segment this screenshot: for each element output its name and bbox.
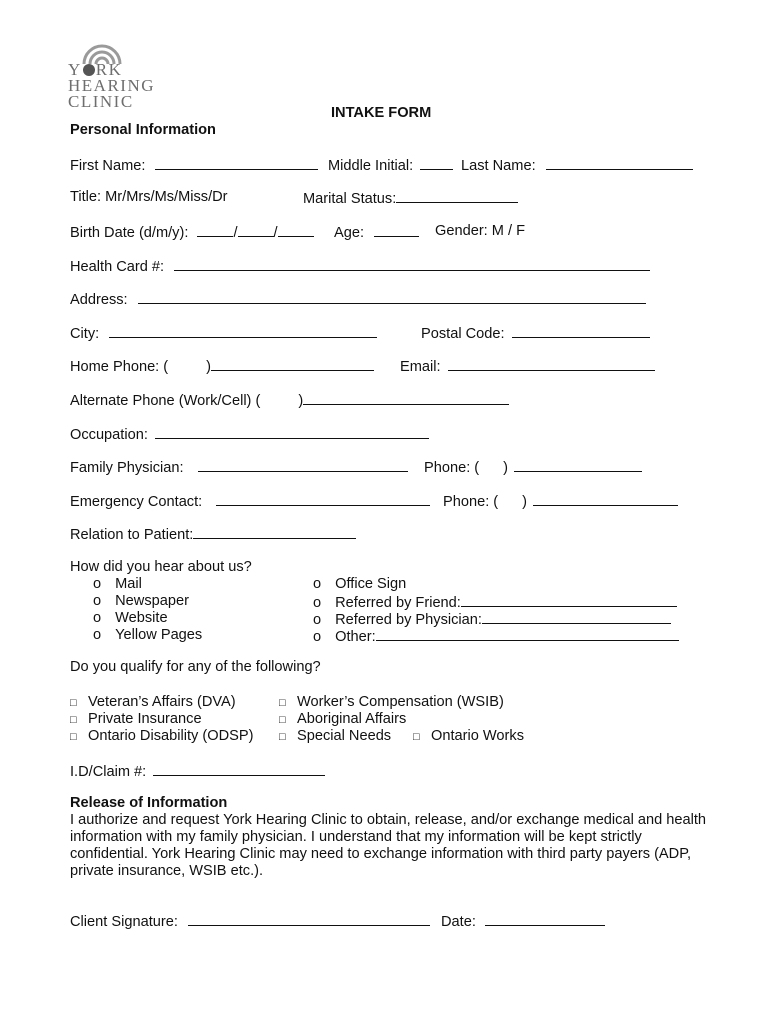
bullet-icon: o [93, 627, 102, 643]
city-field [70, 324, 377, 342]
age-label: Age: [334, 225, 365, 241]
bullet-icon: o [93, 593, 102, 609]
release-text: I authorize and request York Hearing Clinic to obtain, release, and/or exchange medical and health information with my family physician. I understand that my information will be kept strictly confidential. York Hearing Clinic may need to exchange information with third party payers (ADP, private insurance, WSIB etc.). [70, 812, 707, 879]
city-line[interactable] [109, 324, 377, 338]
home-phone-field: Home Phone: ( ) [70, 357, 374, 375]
first-name-line[interactable] [155, 156, 318, 170]
health-card-label: Health Card #: [70, 259, 165, 275]
logo-dot-icon [83, 64, 95, 76]
checkbox-icon: □ [279, 714, 286, 726]
client-signature-line[interactable] [188, 912, 430, 926]
emergency-phone-line[interactable] [533, 492, 678, 506]
list-item[interactable]: o Website [93, 610, 168, 626]
first-name-label: First Name: [70, 158, 146, 174]
relation-label: Relation to Patient: [70, 527, 194, 543]
bullet-icon: o [313, 612, 322, 628]
middle-initial-label: Middle Initial: [328, 158, 414, 174]
marital-status-label: Marital Status: [303, 191, 397, 207]
checkbox-icon: □ [70, 697, 77, 709]
city-label: City: [70, 326, 100, 342]
list-item[interactable]: o Newspaper [93, 593, 189, 609]
family-physician-field [70, 458, 408, 476]
birth-month-line[interactable] [238, 223, 274, 237]
bullet-icon: o [93, 576, 102, 592]
claim-label: I.D/Claim #: [70, 764, 147, 780]
checkbox-odsp[interactable]: □ Ontario Disability (ODSP) [70, 728, 254, 744]
marital-status-line[interactable] [396, 189, 518, 203]
gender-field: Gender: M / F [435, 223, 526, 239]
emergency-phone-label: Phone: ( [443, 494, 499, 510]
address-line[interactable] [138, 290, 646, 304]
birth-year-line[interactable] [278, 223, 314, 237]
postal-code-line[interactable] [512, 324, 650, 338]
birth-date-field: Birth Date (d/m/y): / / [70, 223, 314, 241]
section-heading-personal: Personal Information [70, 122, 216, 138]
list-item[interactable]: o Yellow Pages [93, 627, 203, 643]
occupation-label: Occupation: [70, 427, 148, 443]
checkbox-icon: □ [70, 714, 77, 726]
age-line[interactable] [374, 223, 419, 237]
list-item[interactable]: o Referred by Physician: [313, 610, 671, 628]
bullet-icon: o [313, 595, 322, 611]
health-card-field [70, 257, 650, 275]
checkbox-wsib[interactable]: □ Worker’s Compensation (WSIB) [279, 694, 504, 710]
date-label: Date: [441, 914, 476, 930]
checkbox-icon: □ [279, 731, 286, 743]
birth-day-line[interactable] [197, 223, 233, 237]
claim-field [70, 762, 325, 780]
emergency-contact-line[interactable] [216, 492, 430, 506]
middle-initial-line[interactable] [420, 156, 453, 170]
logo-line-clinic: CLINIC [68, 92, 134, 111]
email-label: Email: [400, 359, 441, 375]
qualify-question: Do you qualify for any of the following? [70, 659, 321, 675]
family-physician-label: Family Physician: [70, 460, 184, 476]
date-field [441, 912, 605, 930]
email-line[interactable] [448, 357, 655, 371]
bullet-icon: o [313, 576, 322, 592]
physician-phone-label: Phone: ( [424, 460, 480, 476]
checkbox-private-insurance[interactable]: □ Private Insurance [70, 711, 202, 727]
first-name-field [70, 156, 318, 174]
bullet-icon: o [313, 629, 322, 645]
client-signature-label: Client Signature: [70, 914, 178, 930]
postal-code-field [421, 324, 650, 342]
birth-date-label: Birth Date (d/m/y): [70, 225, 189, 241]
postal-code-label: Postal Code: [421, 326, 505, 342]
physician-phone-line[interactable] [514, 458, 642, 472]
logo-line-york: Y RK [68, 60, 123, 79]
list-item[interactable]: o Other: [313, 627, 679, 645]
last-name-label: Last Name: [461, 158, 536, 174]
emergency-contact-field [70, 492, 430, 510]
checkbox-icon: □ [413, 731, 420, 743]
emergency-contact-label: Emergency Contact: [70, 494, 203, 510]
referred-friend-line[interactable] [461, 593, 677, 607]
release-heading: Release of Information [70, 795, 228, 811]
bullet-icon: o [93, 610, 102, 626]
claim-line[interactable] [153, 762, 325, 776]
alternate-phone-line[interactable] [303, 391, 509, 405]
address-label: Address: [70, 292, 128, 308]
relation-field [70, 525, 356, 543]
list-item[interactable]: o Mail [93, 576, 142, 592]
address-field [70, 290, 646, 308]
family-physician-line[interactable] [198, 458, 408, 472]
form-title: INTAKE FORM [331, 105, 432, 121]
last-name-field [461, 156, 693, 174]
emergency-phone-field: Phone: ( ) [443, 492, 678, 510]
email-field [400, 357, 655, 375]
marital-status-field [303, 189, 518, 207]
checkbox-special-needs[interactable]: □ Special Needs [279, 728, 392, 744]
checkbox-dva[interactable]: □ Veteran’s Affairs (DVA) [70, 694, 236, 710]
home-phone-line[interactable] [211, 357, 374, 371]
title-field: Title: Mr/Mrs/Ms/Miss/Dr [70, 189, 228, 205]
client-signature-field [70, 912, 430, 930]
relation-line[interactable] [193, 525, 356, 539]
health-card-line[interactable] [174, 257, 650, 271]
home-phone-label: Home Phone: ( [70, 359, 169, 375]
age-field [334, 223, 419, 241]
checkbox-ontario-works[interactable]: □ Ontario Works [413, 728, 524, 744]
occupation-line[interactable] [155, 425, 429, 439]
date-line[interactable] [485, 912, 605, 926]
checkbox-aboriginal-affairs[interactable]: □ Aboriginal Affairs [279, 711, 407, 727]
referred-physician-line[interactable] [482, 610, 671, 624]
alternate-phone-field: Alternate Phone (Work/Cell) ( ) [70, 391, 509, 409]
hear-about-question: How did you hear about us? [70, 559, 252, 575]
checkbox-icon: □ [279, 697, 286, 709]
list-item[interactable]: o Referred by Friend: [313, 593, 677, 611]
list-item[interactable]: o Office Sign [313, 576, 407, 592]
last-name-line[interactable] [546, 156, 693, 170]
checkbox-icon: □ [70, 731, 77, 743]
alternate-phone-label: Alternate Phone (Work/Cell) ( [70, 393, 261, 409]
middle-initial-field [328, 156, 453, 174]
other-line[interactable] [376, 627, 679, 641]
physician-phone-field: Phone: ( ) [424, 458, 642, 476]
logo-line-hearing: HEARING [68, 76, 155, 95]
occupation-field [70, 425, 429, 443]
